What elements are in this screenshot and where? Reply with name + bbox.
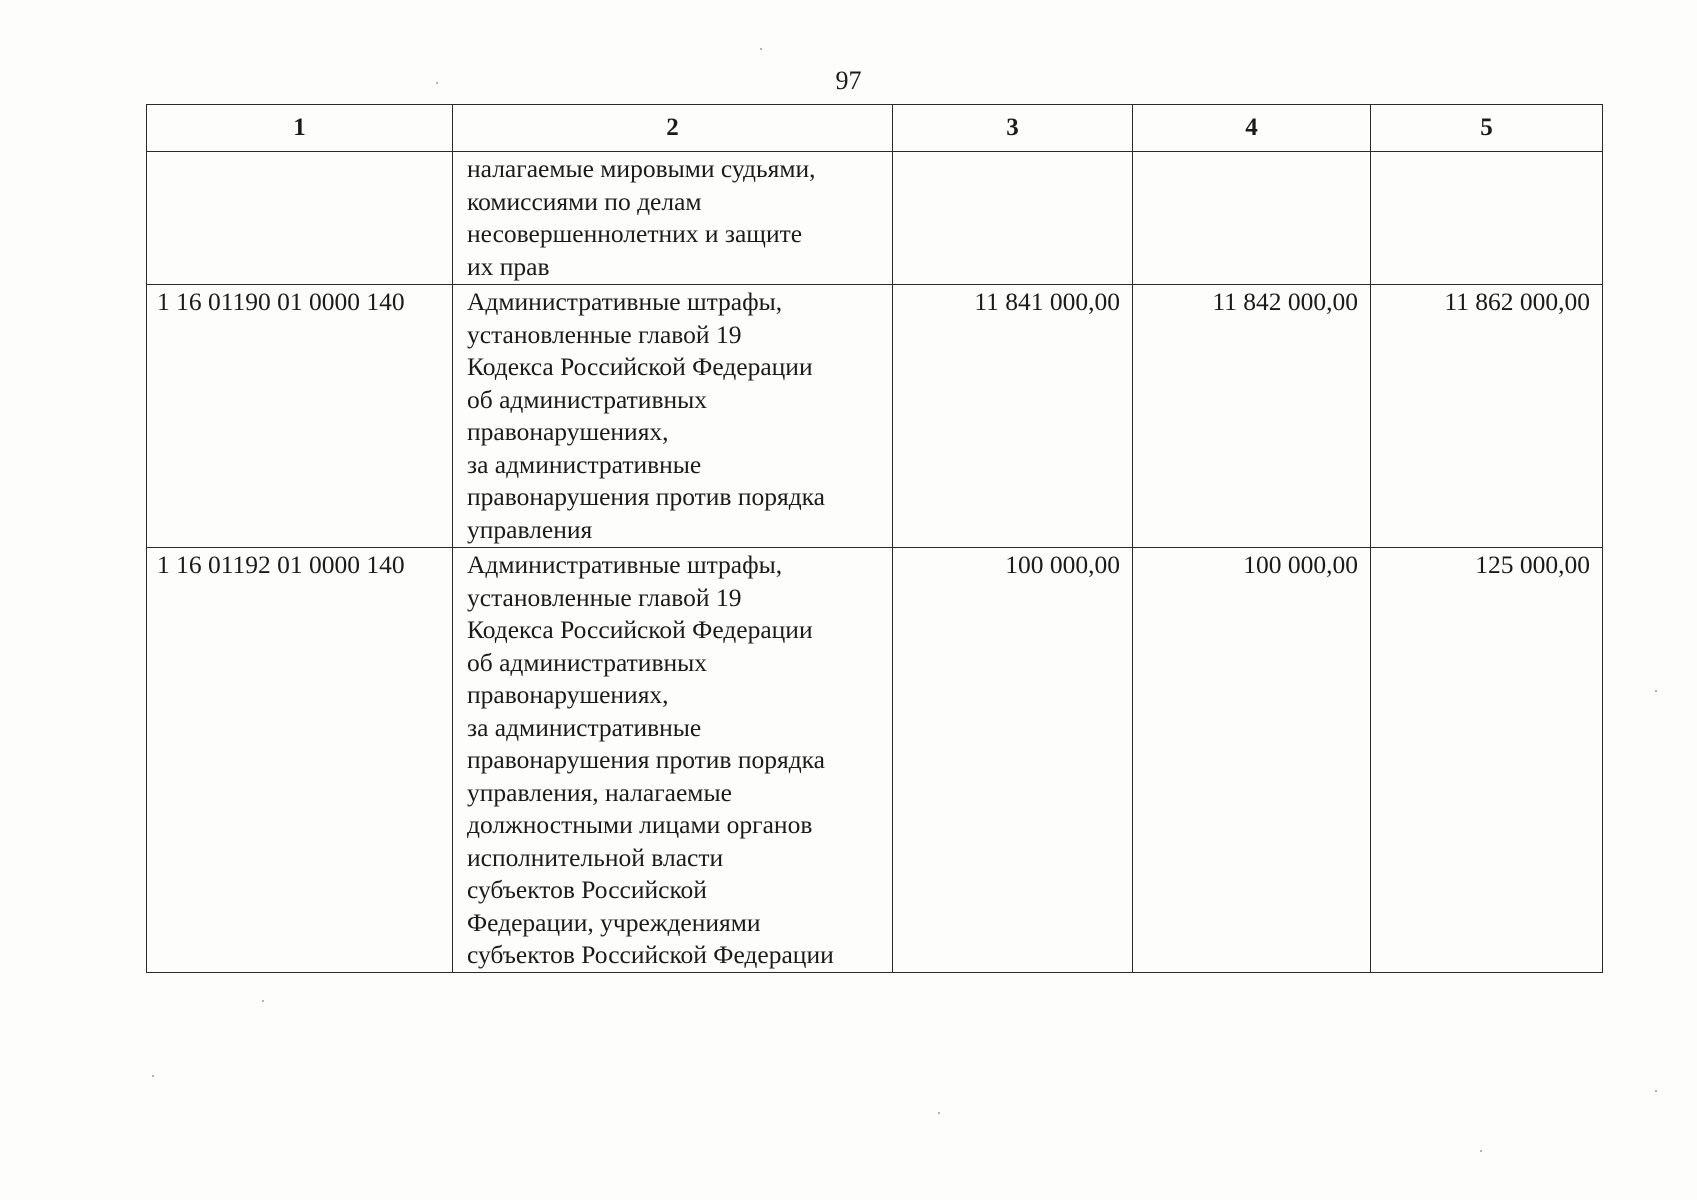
scan-speck <box>1655 690 1657 692</box>
budget-code-cell: 1 16 01190 01 0000 140 <box>147 285 453 548</box>
scan-speck <box>1480 1150 1482 1152</box>
table-header-row <box>147 105 1603 152</box>
description-cell: Административные штрафы, установленные главой 19 Кодекса Российской Федерации об административных правонарушениях, за административные правонарушения против порядка управления, налагаемые должностными лицами органов исполнительной власти субъектов Российской Федерации, учреждениями субъектов Российской Федерации <box>453 548 893 973</box>
amount-col5-cell <box>1371 152 1603 285</box>
amount-col4-cell: 100 000,00 <box>1133 548 1371 973</box>
scan-speck <box>760 48 762 50</box>
amount-col4-cell <box>1133 152 1371 285</box>
column-header-3: 3 <box>893 105 1133 152</box>
column-header-5: 5 <box>1371 105 1603 152</box>
scan-speck <box>436 82 438 84</box>
column-header-4: 4 <box>1133 105 1371 152</box>
budget-code-cell <box>147 152 453 285</box>
scan-speck <box>262 1000 264 1002</box>
amount-col3-cell: 11 841 000,00 <box>893 285 1133 548</box>
amount-col3-cell <box>893 152 1133 285</box>
scan-speck <box>938 1112 940 1114</box>
column-header-2: 2 <box>453 105 893 152</box>
table-row <box>147 548 1603 973</box>
amount-col3-cell: 100 000,00 <box>893 548 1133 973</box>
amount-col4-cell: 11 842 000,00 <box>1133 285 1371 548</box>
amount-col5-cell: 125 000,00 <box>1371 548 1603 973</box>
page-number: 97 <box>835 66 862 95</box>
column-header-1: 1 <box>147 105 453 152</box>
scan-speck <box>1655 1090 1657 1092</box>
scan-speck <box>152 1075 154 1077</box>
description-cell: Административные штрафы, установленные главой 19 Кодекса Российской Федерации об административных правонарушениях, за административные правонарушения против порядка управления <box>453 285 893 548</box>
table-row <box>147 285 1603 548</box>
amount-col5-cell: 11 862 000,00 <box>1371 285 1603 548</box>
description-cell: налагаемые мировыми судьями, комиссиями по делам несовершеннолетних и защите их прав <box>453 152 893 285</box>
budget-code-cell: 1 16 01192 01 0000 140 <box>147 548 453 973</box>
table-row <box>147 152 1603 285</box>
budget-revenue-table <box>146 104 1603 973</box>
